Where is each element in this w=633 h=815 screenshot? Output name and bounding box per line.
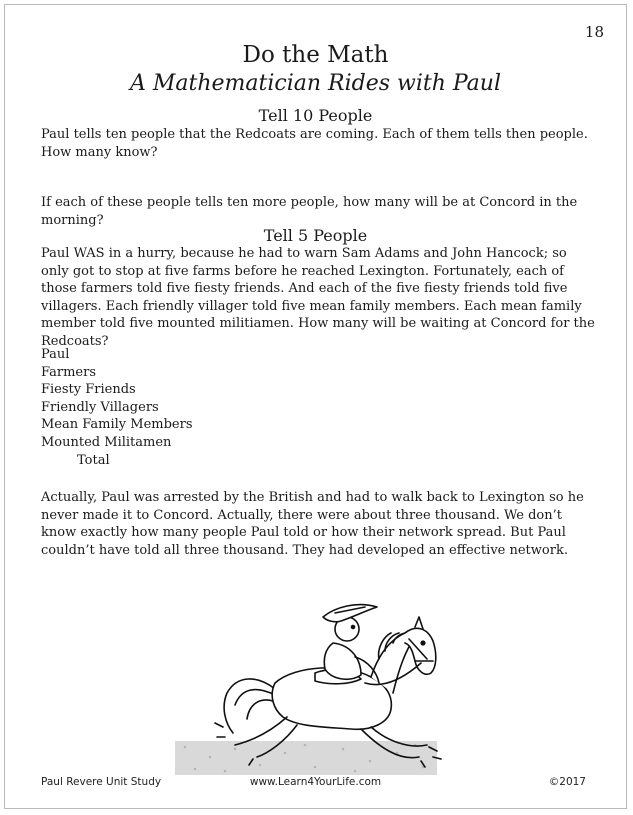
footer-website: www.Learn4YourLife.com [249,776,382,788]
page-number: 18 [584,23,604,41]
list-item: Friendly Villagers [41,399,159,415]
worksheet-page [4,4,627,809]
list-item: Fiesty Friends [41,382,136,398]
page-title: Do the Math [242,42,389,68]
footer-unit-study: Paul Revere Unit Study [41,776,162,788]
list-item: Mean Family Members [41,417,193,433]
question-tell-10-first: Paul tells ten people that the Redcoats are coming. Each of them tells then people. How many know? [41,127,588,160]
section-heading-tell-5: Tell 5 People [263,226,368,245]
list-item: Mounted Militamen [41,434,172,450]
rider-body [324,643,361,679]
question-tell-10-second: If each of these people tells ten more people, how many will be at Concord in the morning? [41,195,578,228]
footer-copyright: ©2017 [548,776,586,788]
horse-ear [415,617,423,629]
tell-5-paragraph: Paul WAS in a hurry, because he had to warn Sam Adams and John Hancock; so only got to stop at five farms before he reached Lexington. Fortunately, each of those farmers told five fiesty friends. And each of the five fiesty friends told five villagers. Each friendly villager told five mean family members. Each mean family member told five mounted militiamen. How many will be waiting at Concord for the Redcoats? [41,246,595,349]
tally-list [41,346,193,469]
rider-eye [352,626,355,629]
ground-shading [175,741,437,775]
list-total: Total [77,452,110,468]
horse-tail [224,679,275,733]
section-heading-tell-10: Tell 10 People [258,106,373,125]
page-subtitle: A Mathematician Rides with Paul [129,71,502,96]
closing-paragraph: Actually, Paul was arrested by the British and had to walk back to Lexington so he never made it to Concord. Actually, there were about three thousand. We don’t know exactly how many people Paul told or how their network spread. But Paul couldn’t have told all three thousand. They had developed an effective network. [41,490,584,558]
list-item: Paul [41,347,70,362]
horse-eye [421,641,425,645]
paul-revere-horse-illustration [165,577,455,779]
list-item: Farmers [41,364,97,380]
